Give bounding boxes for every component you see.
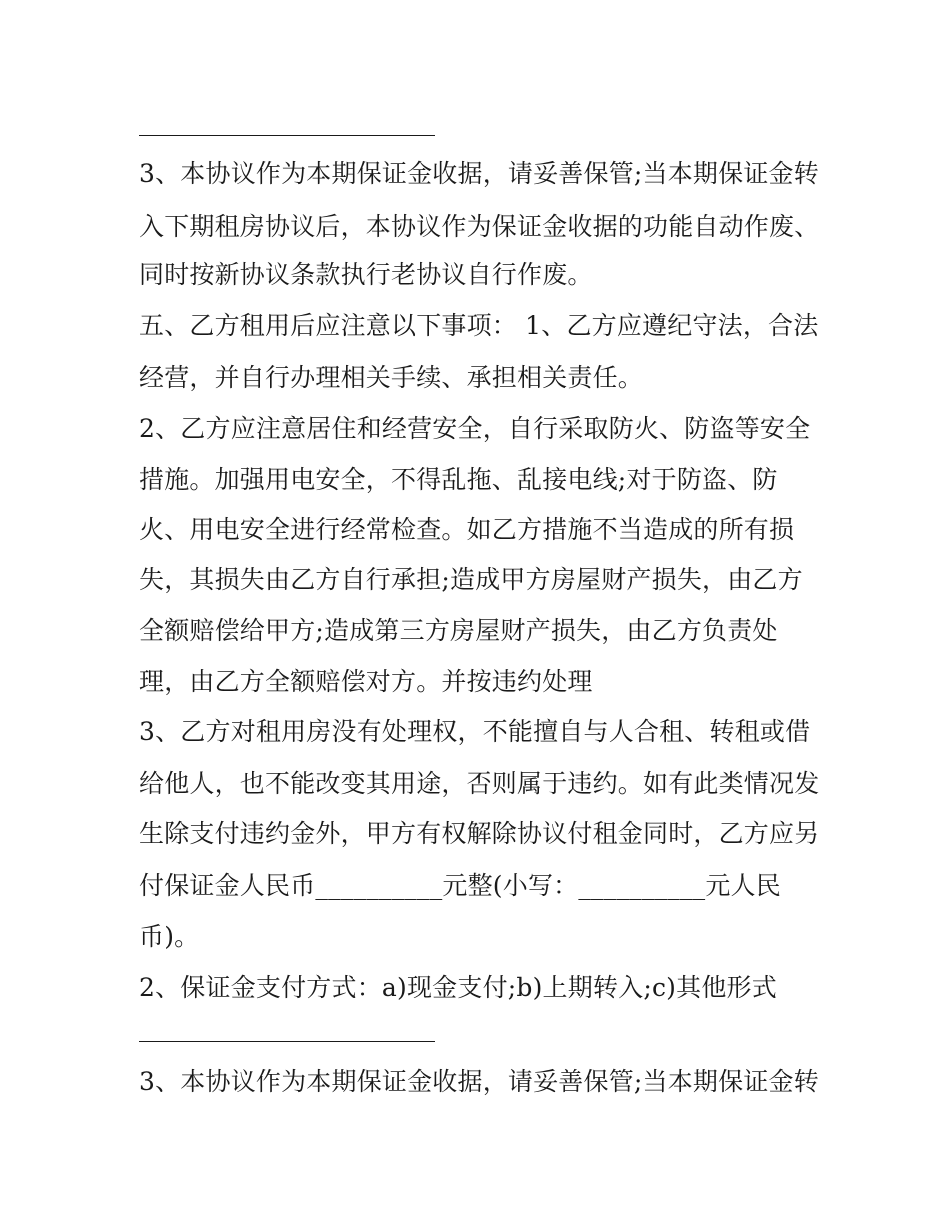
text-line: 币)。	[139, 922, 200, 951]
text-line: 生除支付违约金外，甲方有权解除协议付租金同时，乙方应另	[139, 819, 820, 848]
text-line: 付保证金人民币__________元整(小写：__________元人民	[139, 871, 781, 900]
text-line: 给他人，也不能改变其用途，否则属于违约。如有此类情况发	[139, 769, 820, 798]
text-line: 措施。加强用电安全，不得乱拖、乱接电线;对于防盗、防	[139, 465, 778, 494]
text-line: 全额赔偿给甲方;造成第三方房屋财产损失，由乙方负责处	[139, 616, 778, 645]
text-line: 3、乙方对租用房没有处理权，不能擅自与人合租、转租或借	[139, 717, 811, 746]
text-line: 3、本协议作为本期保证金收据，请妥善保管;当本期保证金转	[139, 159, 819, 188]
text-line: 经营，并自行办理相关手续、承担相关责任。	[139, 363, 644, 392]
text-line: 2、保证金支付方式：a)现金支付;b)上期转入;c)其他形式	[139, 973, 777, 1002]
text-line: 3、本协议作为本期保证金收据，请妥善保管;当本期保证金转	[139, 1067, 819, 1096]
text-line: 理，由乙方全额赔偿对方。并按违约处理	[139, 667, 593, 696]
text-line: 失，其损失由乙方自行承担;造成甲方房屋财产损失，由乙方	[139, 565, 803, 594]
blank-fill-line	[139, 1041, 435, 1042]
blank-fill-line	[139, 135, 435, 136]
text-line: 入下期租房协议后，本协议作为保证金收据的功能自动作废、	[139, 212, 820, 241]
text-line: 2、乙方应注意居住和经营安全，自行采取防火、防盗等安全	[139, 414, 811, 443]
text-line: 火、用电安全进行经常检查。如乙方措施不当造成的所有损	[139, 515, 795, 544]
text-line: 五、乙方租用后应注意以下事项： 1、乙方应遵纪守法，合法	[139, 311, 819, 340]
text-line: 同时按新协议条款执行老协议自行作废。	[139, 260, 593, 289]
